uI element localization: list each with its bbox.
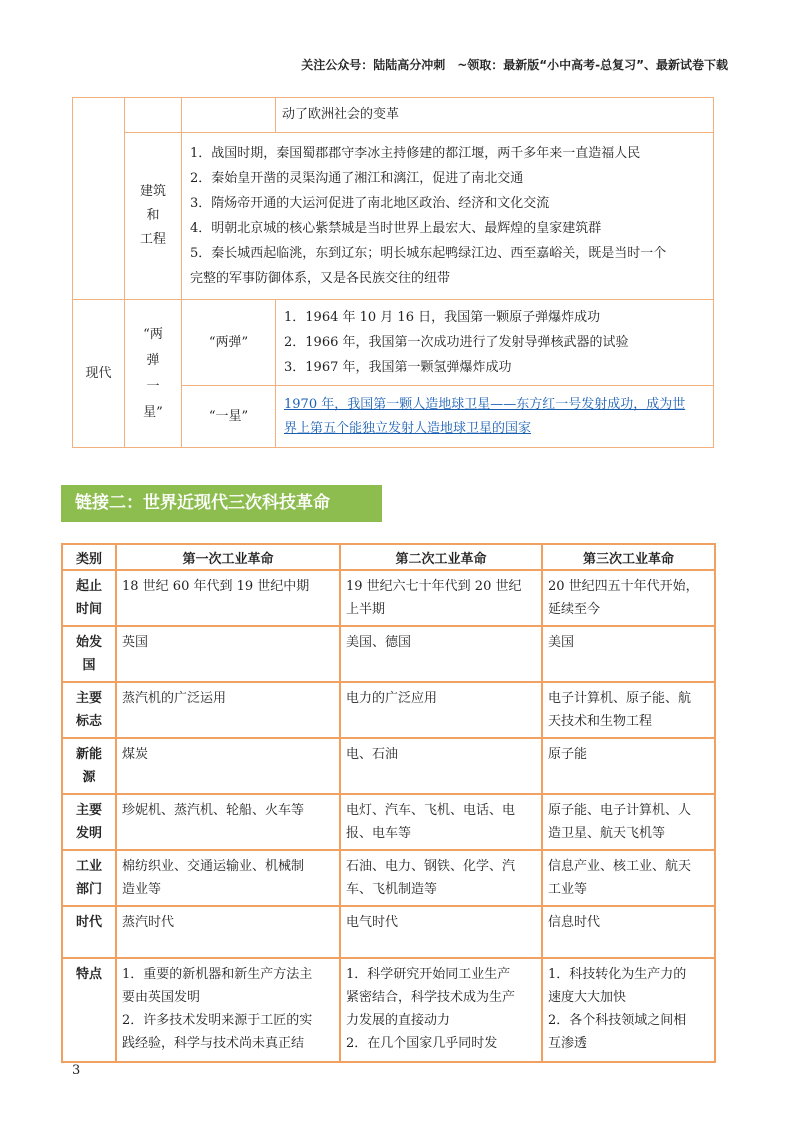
table-cell: 信息产业、核工业、航天 工业等: [542, 850, 715, 906]
table-row: [62, 626, 715, 682]
table-cell: 蒸汽机的广泛运用: [116, 682, 340, 738]
table-cell: 信息时代: [542, 906, 715, 958]
one-satellite-label: “一星”: [182, 386, 276, 448]
section-banner: 链接二：世界近现代三次科技革命: [61, 485, 382, 522]
table-row: [62, 958, 715, 1062]
table-cell: 原子能: [542, 738, 715, 794]
list-item: 2．1966 年，我国第一次成功进行了发射导弹核武器的试验: [284, 335, 629, 350]
table-cell: 电力的广泛应用: [340, 682, 542, 738]
row-header: 新能 源: [62, 738, 116, 794]
row-header: 主要 标志: [62, 682, 116, 738]
category-cell-continued: [125, 98, 182, 133]
table-cell: 英国: [116, 626, 340, 682]
architecture-items: [182, 133, 714, 300]
table-row: [73, 98, 714, 133]
table-cell: 电、石油: [340, 738, 542, 794]
header-third: 第三次工业革命: [542, 544, 715, 570]
table-cell: 蒸汽时代: [116, 906, 340, 958]
row-header: 始发 国: [62, 626, 116, 682]
row-header: 工业 部门: [62, 850, 116, 906]
architecture-label: 建筑 和 工程: [125, 133, 182, 300]
header-first: 第一次工业革命: [116, 544, 340, 570]
subcategory-cell-continued: [182, 98, 276, 133]
table-cell: 珍妮机、蒸汽机、轮船、火车等: [116, 794, 340, 850]
list-item: 2．秦始皇开凿的灵渠沟通了湘江和漓江，促进了南北交通: [190, 171, 524, 186]
table-cell: 石油、电力、钢铁、化学、汽 车、飞机制造等: [340, 850, 542, 906]
table-cell: 1．科学研究开始同工业生产 紧密结合，科学技术成为生产 力发展的直接动力 2．在几个国家几乎同时发: [340, 958, 542, 1062]
history-achievements-table: [72, 97, 714, 448]
table-cell: 煤炭: [116, 738, 340, 794]
two-bombs-label: “两弹”: [182, 300, 276, 386]
page-header: 关注公众号：陆陆高分冲刺 ~领取：最新版“小中高考-总复习”、最新试卷下载: [301, 58, 728, 72]
header-category: 类别: [62, 544, 116, 570]
era-cell-continued: [73, 98, 125, 300]
table-cell: 1．科技转化为生产力的 速度大大加快 2．各个科技领域之间相 互渗透: [542, 958, 715, 1062]
page-number: 3: [72, 1063, 81, 1078]
table-cell: 美国、德国: [340, 626, 542, 682]
table-cell: 20 世纪四五十年代开始， 延续至今: [542, 570, 715, 626]
table-cell: 电气时代: [340, 906, 542, 958]
table-cell: 原子能、电子计算机、人 造卫星、航天飞机等: [542, 794, 715, 850]
list-item: 5．秦长城西起临洮，东到辽东；明长城东起鸭绿江边、西至嘉峪关，既是当时一个: [190, 246, 667, 261]
list-item: 1．1964 年 10 月 16 日，我国第一颗原子弹爆炸成功: [284, 310, 601, 325]
table-row: [73, 133, 714, 300]
row-header: 时代: [62, 906, 116, 958]
two-bombs-items: [276, 300, 714, 386]
table-cell: 1．重要的新机器和新生产方法主 要由英国发明 2．许多技术发明来源于工匠的实 践经验，科学与技术尚未真正结: [116, 958, 340, 1062]
era-label-modern: 现代: [73, 300, 125, 448]
header-row: [62, 544, 715, 570]
table-cell: 18 世纪 60 年代到 19 世纪中期: [116, 570, 340, 626]
table-row: [62, 906, 715, 958]
table-row: [62, 738, 715, 794]
table-row: [62, 794, 715, 850]
list-item: 1．战国时期，秦国蜀郡郡守李冰主持修建的都江堰，两千多年来一直造福人民: [190, 146, 641, 161]
header-second: 第二次工业革命: [340, 544, 542, 570]
table-cell: 19 世纪六七十年代到 20 世纪 上半期: [340, 570, 542, 626]
table-cell: 电灯、汽车、飞机、电话、电 报、电车等: [340, 794, 542, 850]
row-header: 主要 发明: [62, 794, 116, 850]
continued-text: 动了欧洲社会的变革: [276, 98, 714, 133]
two-bombs-one-satellite-label: “两 弹 一 星”: [125, 300, 182, 448]
row-header: 特点: [62, 958, 116, 1062]
satellite-link[interactable]: 1970 年，我国第一颗人造地球卫星——东方红一号发射成功，成为世 界上第五个能独立发射人造地球卫星的国家: [276, 386, 714, 448]
table-row: [62, 850, 715, 906]
list-item: 3．隋炀帝开通的大运河促进了南北地区政治、经济和文化交流: [190, 196, 550, 211]
table-cell: 电子计算机、原子能、航 天技术和生物工程: [542, 682, 715, 738]
table-cell: 美国: [542, 626, 715, 682]
row-header: 起止 时间: [62, 570, 116, 626]
table-row: [73, 300, 714, 386]
table-cell: 棉纺织业、交通运输业、机械制 造业等: [116, 850, 340, 906]
industrial-revolutions-table: [61, 543, 716, 1063]
list-item: 3．1967 年，我国第一颗氢弹爆炸成功: [284, 360, 512, 375]
table-body: [62, 570, 715, 1062]
table-row: [62, 570, 715, 626]
table-row: [62, 682, 715, 738]
list-item: 4．明朝北京城的核心紫禁城是当时世界上最宏大、最辉煌的皇家建筑群: [190, 221, 602, 236]
list-item: 完整的军事防御体系，又是各民族交往的纽带: [190, 271, 451, 286]
